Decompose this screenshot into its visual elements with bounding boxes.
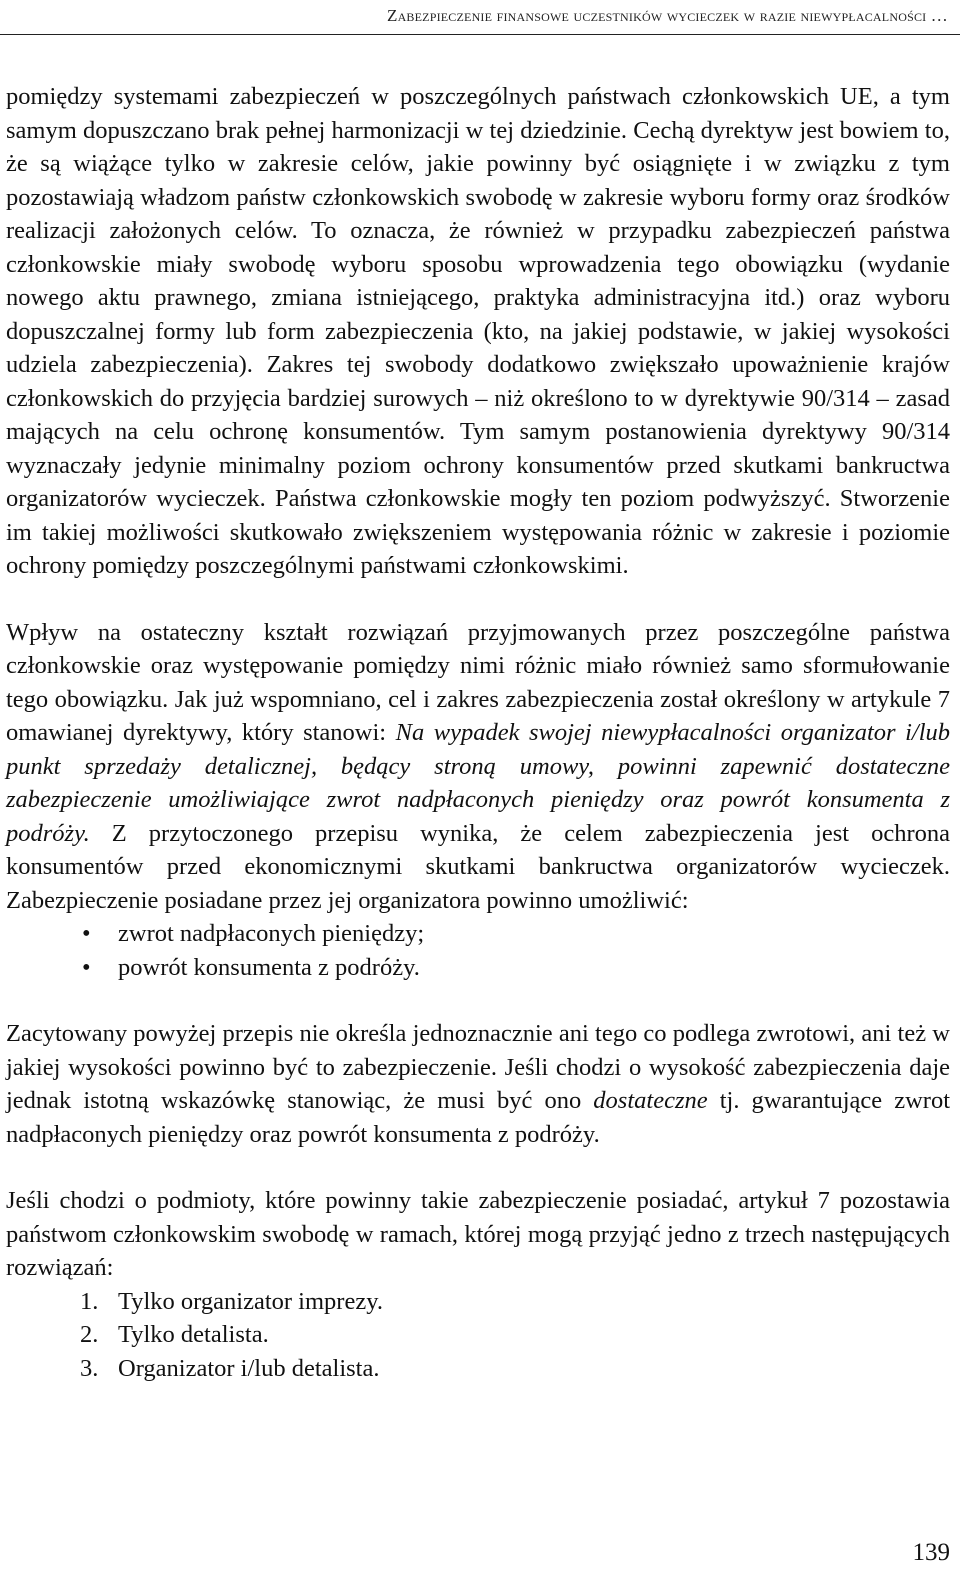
numbered-list	[6, 1285, 950, 1386]
list-item-text: zwrot nadpłaconych pieniędzy;	[118, 920, 425, 947]
running-header	[0, 0, 960, 35]
paragraph-gap	[6, 583, 950, 616]
list-number: 3.	[80, 1354, 99, 1382]
paragraph-gap	[6, 984, 950, 1017]
paragraph-2-intro: Wpływ na ostateczny kształt rozwiązań przyjmowanych przez poszczególne państwa członkowskie oraz występowanie pomiędzy nimi różnic miało również samo sformułowanie tego obowiązku. Jak już wspomniano, cel i zakres zabezpieczenia został określony w artykule 7 omawianej dyrektywy, który stanowi:	[6, 618, 950, 746]
list-item	[6, 1352, 950, 1386]
paragraph-2	[6, 616, 950, 918]
bullet-list	[6, 917, 950, 984]
list-item	[6, 1318, 950, 1352]
paragraph-3-conclusion: tj. gwarantujące zwrot nadpłaconych pieniędzy oraz powrót konsumenta z podróży.	[6, 1087, 950, 1148]
paragraph-3-intro: Zacytowany powyżej przepis nie określa jednoznacznie ani tego co podlega zwrotowi, ani też w jakiej wysokości powinno być to zabezpieczenie. Jeśli chodzi o wysokość zabezpieczenia daje jednak istotną wskazówkę stanowiąc, że musi być ono	[6, 1020, 950, 1114]
list-item-text: powrót konsumenta z podróży.	[118, 953, 420, 981]
list-item-text: Tylko detalista.	[118, 1321, 269, 1348]
emphasis-term: dostateczne	[593, 1087, 708, 1114]
paragraph-2-conclusion: Z przytoczonego przepisu wynika, że celem zabezpieczenia jest ochrona konsumentów przed ekonomicznymi skutkami bankructwa organizatorów wycieczek. Zabezpieczenie posiadane przez jej organizatora powinno umożliwić:	[6, 819, 950, 914]
list-item	[6, 1285, 950, 1319]
list-item-text: Tylko organizator imprezy.	[118, 1287, 383, 1315]
page-body	[6, 80, 950, 1385]
list-item	[6, 917, 950, 951]
paragraph-gap	[6, 1151, 950, 1184]
list-item	[6, 951, 950, 985]
running-title	[387, 6, 948, 26]
bullet-icon: •	[82, 953, 91, 981]
list-item-text: Organizator i/lub detalista.	[118, 1354, 380, 1382]
page-number: 139	[912, 1539, 950, 1566]
paragraph-3	[6, 1017, 950, 1151]
paragraph-1: pomiędzy systemami zabezpieczeń w poszczególnych państwach członkowskich UE, a tym samym dopuszczano brak pełnej harmonizacji w tej dziedzinie. Cechą dyrektyw jest bowiem to, że są wiążące tylko w zakresie celów, jakie powinny być osiągnięte i w związku z tym pozostawiają władzom państw członkowskich swobodę w zakresie wyboru formy oraz środków realizacji założonych celów. To oznacza, że również w przypadku zabezpieczeń państwa członkowskie miały swobodę wyboru sposobu wprowadzenia tego obowiązku (wydanie nowego aktu prawnego, zmiana istniejącego, praktyka administracyjna itd.) oraz wyboru dopuszczalnej formy lub form zabezpieczenia (kto, na jakiej podstawie, w jakiej wysokości udziela zabezpieczenia). Zakres tej swobody dodatkowo zwiększało upoważnienie krajów członkowskich do przyjęcia bardziej surowych – niż określono to w dyrektywie 90/314 – zasad mających na celu ochronę konsumentów. Tym samym postanowienia dyrektywy 90/314 wyznaczały jedynie minimalny poziom ochrony konsumentów przed skutkami bankructwa organizatorów wycieczek. Państwa członkowskie mogły ten poziom podwyższyć. Stworzenie im takiej możliwości skutkowało zwiększeniem występowania różnic w zakresie i poziomie ochrony pomiędzy poszczególnymi państwami członkowskimi.	[6, 83, 950, 579]
list-number: 2.	[80, 1321, 99, 1348]
list-number: 1.	[80, 1287, 99, 1315]
bullet-icon: •	[82, 920, 91, 947]
running-title-text: Zabezpieczenie finansowe uczestników wycieczek w razie niewypłacalności …	[386, 6, 948, 25]
paragraph-4: Jeśli chodzi o podmioty, które powinny takie zabezpieczenie posiadać, artykuł 7 pozostawia państwom członkowskim swobodę w ramach, której mogą przyjąć jedno z trzech następujących rozwiązań:	[6, 1187, 950, 1281]
directive-quote: Na wypadek swojej niewypłacalności organizator i/lub punkt sprzedaży detalicznej, będący stroną umowy, powinni zapewnić dostateczne zabezpieczenie umożliwiające zwrot nadpłaconych pieniędzy oraz powrót konsumenta z podróży.	[6, 719, 951, 847]
